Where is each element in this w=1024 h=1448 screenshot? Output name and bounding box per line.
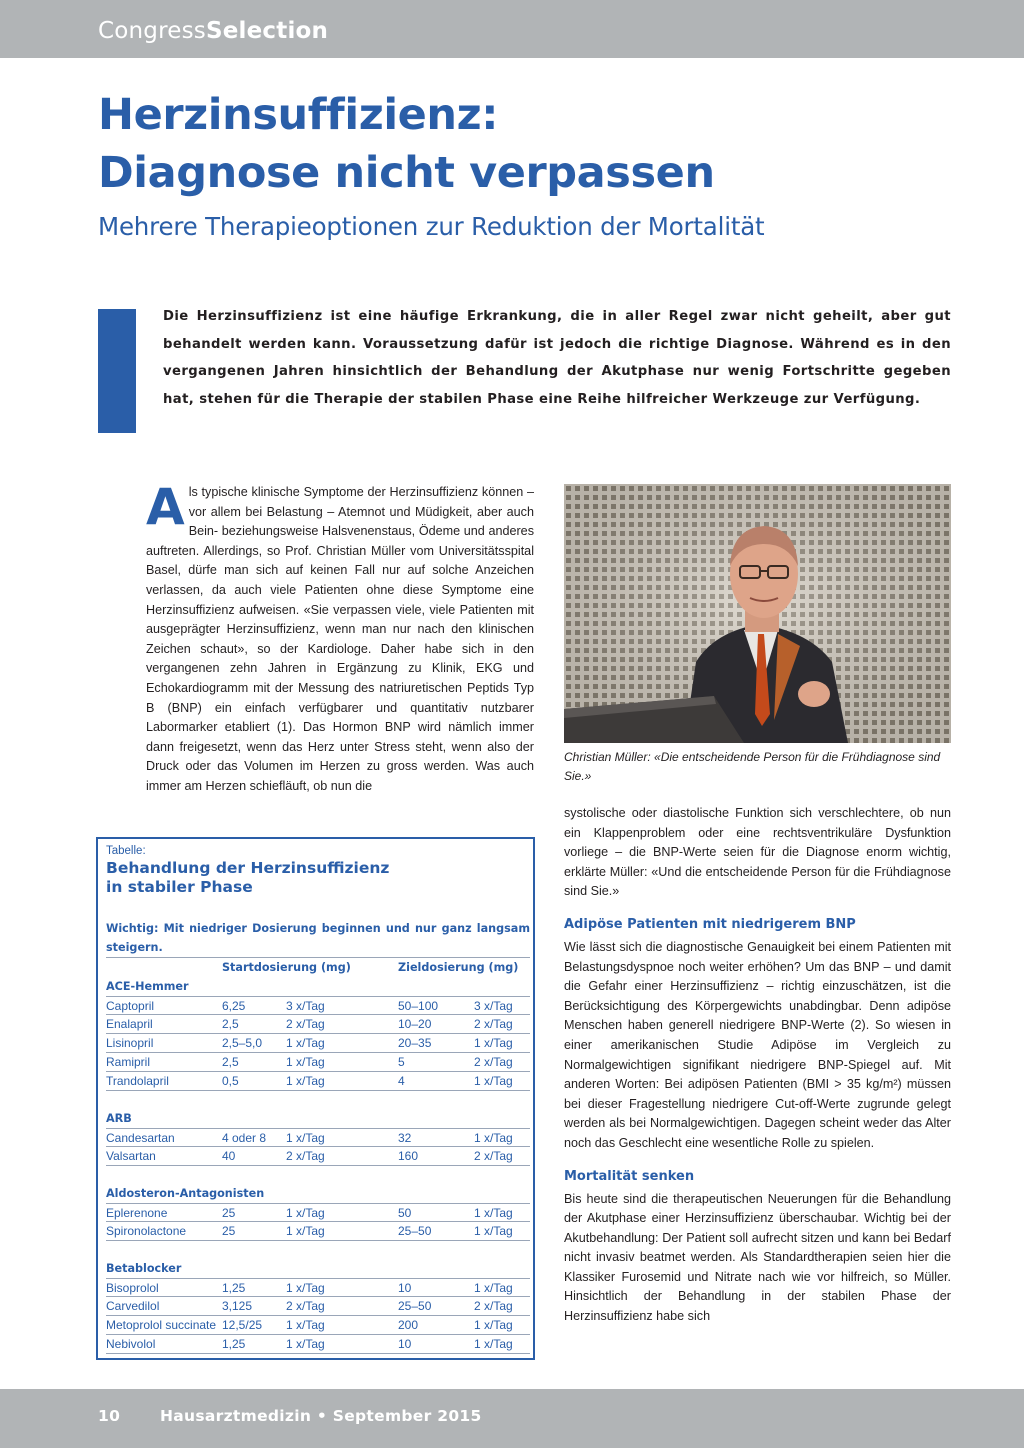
- table-group-name: Betablocker: [106, 1262, 182, 1275]
- table-cell-target-frequency: 1 x/Tag: [474, 1337, 513, 1351]
- photo-caption: Christian Müller: «Die entscheidende Person für die Frühdiagnose sind Sie.»: [564, 750, 941, 783]
- table-group-spacer: [106, 1241, 530, 1259]
- table-cell-target-dose: 25–50: [398, 1299, 432, 1313]
- table-cell-target-frequency: 1 x/Tag: [474, 1224, 513, 1238]
- table-cell-target-frequency: 1 x/Tag: [474, 1318, 513, 1332]
- table-cell-start-dose: 2,5: [222, 1055, 239, 1069]
- table-cell-target-dose: 160: [398, 1149, 419, 1163]
- table-cell-start-frequency: 1 x/Tag: [286, 1337, 325, 1351]
- table-cell-drug-name: Candesartan: [106, 1131, 175, 1145]
- table-cell-start-dose: 1,25: [222, 1337, 246, 1351]
- table-row: [106, 1203, 530, 1222]
- drop-cap: A: [146, 478, 185, 536]
- table-cell-target-dose: 4: [398, 1074, 405, 1088]
- table-cell-target-dose: 200: [398, 1318, 419, 1332]
- brand-bold: Selection: [205, 18, 329, 44]
- table-label: Tabelle:: [106, 845, 146, 857]
- table-cell-drug-name: Trandolapril: [106, 1074, 169, 1088]
- table-title: [106, 859, 389, 897]
- table-cell-target-frequency: 1 x/Tag: [474, 1206, 513, 1220]
- section-text-adipose: Wie lässt sich die diagnostische Genauigkeit bei einem Patienten mit Belastungsdyspnoe noch weiter erhöhen? Um das BNP – und damit die Gefahr einer Herzinsuffizienz – richtig einzuschätzen, ist die Berücksichtigung des Körpergewichts unabdingbar. Denn adipöse Menschen haben generell niedrigere BNP-Werte (2). So wiesen in einer amerikanischen Studie Adipöse im Vergleich zu Normalgewichtigen signifikant niedrigere BNP-Spiegel auf. Mit anderen Worten: Bei adipösen Patienten (BMI > 35 kg/m²) müssen bei dieser Fragestellung niedrigere Cut-off-Werte zugrunde gelegt werden als bei Normalgewichtigen. Dagegen scheint weder das Alter noch das Geschlecht eine wesentliche Rolle zu spielen.: [564, 939, 951, 1150]
- table-cell-start-dose: 2,5: [222, 1017, 239, 1031]
- table-cell-start-frequency: 2 x/Tag: [286, 1017, 325, 1031]
- table-cell-target-frequency: 2 x/Tag: [474, 1299, 513, 1313]
- column-header-target: Zieldosierung (mg): [398, 961, 519, 974]
- table-cell-drug-name: Carvedilol: [106, 1299, 160, 1313]
- table-group-heading: [106, 1184, 530, 1203]
- table-cell-drug-name: Captopril: [106, 999, 155, 1013]
- footer-bar: [0, 1389, 1024, 1448]
- table-cell-drug-name: Valsartan: [106, 1149, 156, 1163]
- table-cell-start-dose: 12,5/25: [222, 1318, 263, 1332]
- table-cell-start-dose: 2,5–5,0: [222, 1036, 263, 1050]
- table-cell-target-frequency: 1 x/Tag: [474, 1131, 513, 1145]
- table-row: [106, 996, 530, 1015]
- table-cell-drug-name: Enalapril: [106, 1017, 153, 1031]
- table-cell-target-frequency: 3 x/Tag: [474, 999, 513, 1013]
- table-cell-drug-name: Spironolactone: [106, 1224, 187, 1238]
- table-group-spacer: [106, 1166, 530, 1184]
- table-cell-start-dose: 6,25: [222, 999, 246, 1013]
- table-cell-start-frequency: 1 x/Tag: [286, 1055, 325, 1069]
- title-line-2: Diagnose nicht verpassen: [98, 148, 715, 198]
- table-cell-start-frequency: 2 x/Tag: [286, 1149, 325, 1163]
- table-cell-start-frequency: 1 x/Tag: [286, 1036, 325, 1050]
- table-cell-target-frequency: 1 x/Tag: [474, 1074, 513, 1088]
- table-row: [106, 1147, 530, 1166]
- table-cell-start-frequency: 2 x/Tag: [286, 1299, 325, 1313]
- table-group-heading: [106, 1109, 530, 1128]
- table-cell-target-frequency: 2 x/Tag: [474, 1017, 513, 1031]
- table-cell-target-dose: 5: [398, 1055, 405, 1069]
- table-cell-start-frequency: 1 x/Tag: [286, 1206, 325, 1220]
- table-cell-start-frequency: 1 x/Tag: [286, 1281, 325, 1295]
- column-header-start: Startdosierung (mg): [222, 961, 351, 974]
- table-group-heading: [106, 1259, 530, 1278]
- page-number: 10: [98, 1407, 121, 1425]
- table-row: [106, 1053, 530, 1072]
- table-cell-start-frequency: 1 x/Tag: [286, 1318, 325, 1332]
- speaker-photo: [564, 484, 951, 743]
- title-line-1: Herzinsuffizienz:: [98, 90, 499, 140]
- table-cell-target-dose: 10: [398, 1337, 412, 1351]
- brand-light: Congress: [98, 18, 206, 44]
- table-cell-start-dose: 3,125: [222, 1299, 253, 1313]
- table-group-heading: [106, 977, 530, 996]
- table-cell-target-frequency: 1 x/Tag: [474, 1036, 513, 1050]
- table-row: [106, 1128, 530, 1147]
- table-cell-start-dose: 25: [222, 1206, 236, 1220]
- treatment-table: [96, 837, 535, 1360]
- article-subtitle: Mehrere Therapieoptionen zur Reduktion der Mortalität: [98, 212, 765, 241]
- table-cell-target-dose: 32: [398, 1131, 412, 1145]
- table-cell-target-dose: 25–50: [398, 1224, 432, 1238]
- table-group-name: ARB: [106, 1112, 132, 1125]
- body-text-1: ls typische klinische Symptome der Herzinsuffizienz können – vor allem bei Belastung – Atemnot und Müdigkeit, aber auch Bein- beziehungsweise Halsvenenstaus, Ödeme und anderes auftreten. Allerdings, so Prof. Christian Müller vom Universitätsspital Basel, dürfe man sich auf keinen Fall nur auf solche Anzeichen verlassen, da auch viele Patienten ohne diese Symptome eine Herzinsuffizienz aufweisen. «Sie verpassen viele, viele Patienten mit ausgeprägter Herzinsuffizienz, wenn man nur nach den klinischen Zeichen schaut», so der Kardiologe. Daher habe sich in den vergangenen zehn Jahren in Ergänzung zu Klinik, EKG und Echokardiogramm mit der Messung des natriuretischen Peptids Typ B (BNP) ein einfach verfügbarer und quantitativ nutzbarer Labormarker etabliert (1). Das Hormon BNP wird nämlich immer dann freigesetzt, wenn das Herz unter Stress steht, wenn also der Druck oder das Volumen im Herzen zu gross werden. Was auch immer am Herzen schiefläuft, ob nun die: [146, 485, 534, 793]
- table-cell-start-frequency: 1 x/Tag: [286, 1074, 325, 1088]
- header-bar: [0, 0, 1024, 58]
- table-cell-target-frequency: 2 x/Tag: [474, 1055, 513, 1069]
- body-column-1: [146, 478, 534, 797]
- table-title-line-2: in stabiler Phase: [106, 878, 253, 896]
- table-group-name: ACE-Hemmer: [106, 980, 189, 993]
- body-text-2: systolische oder diastolische Funktion sich verschlechtere, ob nun ein Klappenproblem oder eine rechtsventrikuläre Dysfunktion vorliege – die BNP-Werte seien für die Diagnose enorm wichtig, erklärte Müller: «Und die entscheidende Person für die Frühdiagnose sind Sie.»: [564, 806, 951, 899]
- lead-paragraph: Die Herzinsuffizienz ist eine häufige Erkrankung, die in aller Regel zwar nicht geheilt, aber gut behandelt werden kann. Voraussetzung dafür ist jedoch die richtige Diagnose. Während es in den vergangenen Jahren hinsichtlich der Behandlung der Akutphase nur wenig Fortschritte gegeben hat, stehen für die Therapie der stabilen Phase eine Reihe hilfreicher Werkzeuge zur Verfügung.: [163, 309, 951, 407]
- table-cell-target-dose: 50–100: [398, 999, 439, 1013]
- table-group-name: Aldosteron-Antagonisten: [106, 1187, 265, 1200]
- table-row: [106, 1335, 530, 1354]
- table-cell-target-dose: 20–35: [398, 1036, 432, 1050]
- brand-logo: [98, 18, 328, 44]
- table-cell-drug-name: Eplerenone: [106, 1206, 168, 1220]
- table-row: [106, 1072, 530, 1091]
- table-row: [106, 1278, 530, 1297]
- table-cell-target-dose: 50: [398, 1206, 412, 1220]
- table-row: [106, 1222, 530, 1241]
- table-cell-drug-name: Nebivolol: [106, 1337, 156, 1351]
- table-row: [106, 1015, 530, 1034]
- table-cell-target-frequency: 2 x/Tag: [474, 1149, 513, 1163]
- table-cell-start-dose: 40: [222, 1149, 236, 1163]
- section-heading-mortality: Mortalität senken: [564, 1168, 695, 1184]
- table-cell-drug-name: Bisoprolol: [106, 1281, 159, 1295]
- table-title-line-1: Behandlung der Herzinsuffizienz: [106, 859, 390, 877]
- table-cell-start-dose: 0,5: [222, 1074, 239, 1088]
- table-note: Wichtig: Mit niedriger Dosierung beginnen und nur ganz langsam steigern.: [106, 922, 530, 954]
- table-cell-target-dose: 10: [398, 1281, 412, 1295]
- table-grid: [106, 957, 530, 1354]
- table-cell-target-frequency: 1 x/Tag: [474, 1281, 513, 1295]
- table-cell-start-frequency: 1 x/Tag: [286, 1131, 325, 1145]
- table-cell-drug-name: Lisinopril: [106, 1036, 154, 1050]
- table-row: [106, 1316, 530, 1335]
- journal-info: Hausarztmedizin • September 2015: [160, 1407, 482, 1425]
- article-title: [98, 86, 715, 202]
- decorative-initial-bar: [98, 309, 136, 433]
- body-column-2: [564, 804, 951, 1327]
- table-cell-target-dose: 10–20: [398, 1017, 432, 1031]
- table-row: [106, 1297, 530, 1316]
- section-text-mortality: Bis heute sind die therapeutischen Neuerungen für die Behandlung der Akutphase einer Herzinsuffizienz überschaubar. Wichtig bei der Akutbehandlung: Der Patient soll aufrecht sitzen und kann bei Bedarf nicht invasiv beatmet werden. Als Standardtherapien seien hier die Klassiker Furosemid und Nitrate nach wie vor hilfreich, so Müller. Hinsichtlich der Behandlung in der stabilen Phase der Herzinsuffizienz habe sich: [564, 1191, 951, 1324]
- table-group-spacer: [106, 1091, 530, 1109]
- table-cell-start-dose: 4 oder 8: [222, 1131, 267, 1145]
- table-cell-start-frequency: 1 x/Tag: [286, 1224, 325, 1238]
- table-cell-start-dose: 1,25: [222, 1281, 246, 1295]
- table-row: [106, 1034, 530, 1053]
- table-header-row: [106, 957, 530, 977]
- section-heading-adipose: Adipöse Patienten mit niedrigerem BNP: [564, 916, 856, 932]
- table-cell-drug-name: Ramipril: [106, 1055, 151, 1069]
- table-cell-start-frequency: 3 x/Tag: [286, 999, 325, 1013]
- table-cell-start-dose: 25: [222, 1224, 236, 1238]
- table-cell-drug-name: Metoprolol succinate: [106, 1318, 217, 1332]
